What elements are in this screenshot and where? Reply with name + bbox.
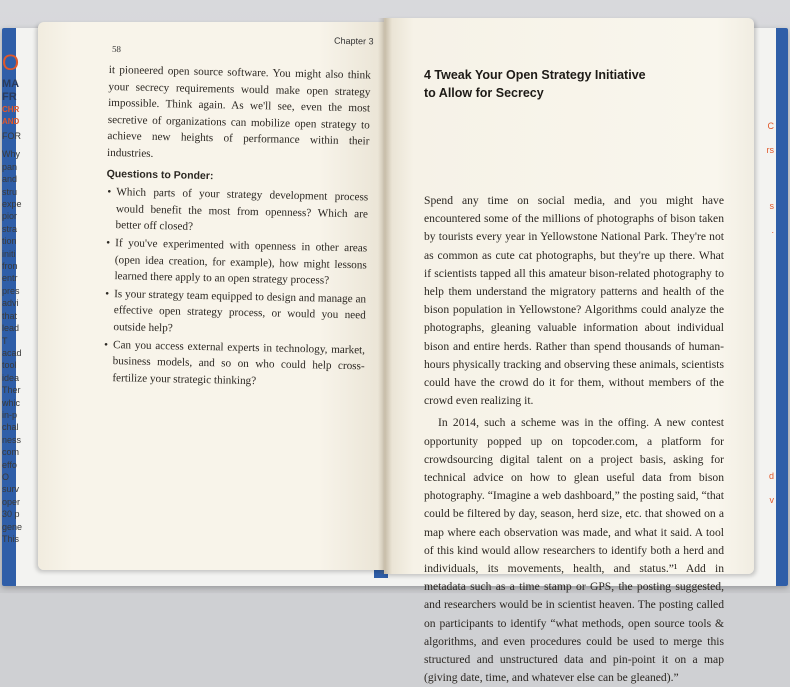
opening-paragraph: it pioneered open source software. You might also think your secrecy requirements would make open strategy impossible. Think again. As we'll see, even the most secretive of organizations can mobilize open strategy to achieve new heights of performance within their industries. [106, 63, 371, 160]
jacket-right-line: s [769, 201, 774, 211]
jacket-blurb-line: surv [2, 484, 20, 495]
page-number: 58 [111, 43, 122, 55]
jacket-author-line: AND [2, 117, 20, 126]
jacket-blurb-line: Ther [2, 385, 21, 396]
jacket-blurb-line: tion [2, 236, 17, 247]
jacket-blurb-line: ness [2, 434, 22, 445]
jacket-author-line: CHR [2, 105, 20, 114]
jacket-right-line: rs [766, 145, 774, 155]
jacket-blurb-line: chal [2, 422, 19, 433]
jacket-blurb-line: in-p [2, 409, 18, 420]
jacket-for-line: FOR [2, 131, 21, 141]
jacket-right-line: v [769, 495, 774, 505]
jacket-blurb-line: that [2, 310, 18, 321]
jacket-blurb-line: acad [2, 347, 22, 358]
jacket-blurb-line: idea [2, 372, 20, 383]
jacket-blurb-line: lead [2, 323, 20, 334]
jacket-blurb-line: T [2, 335, 8, 346]
jacket-blurb-line: com [2, 447, 20, 458]
jacket-blurb-line: initi [2, 248, 16, 259]
question-item: • Can you access external experts in technology, market, business models, and so on who could help cross-fertilize your strategic thinking? [112, 337, 365, 392]
jacket-title-line: MA [2, 78, 20, 90]
jacket-blurb-line: pan [2, 161, 18, 172]
question-item: • Is your strategy team equipped to design and manage an effective open strategy process, or would you need outside help? [113, 286, 366, 341]
jacket-blurb-line: expe [2, 199, 22, 210]
jacket-blurb-line: O [2, 471, 10, 482]
question-item: • If you've experimented with openness in other areas (open idea creation, for example), how might lessons learned there apply to an open strategy process? [114, 235, 367, 290]
jacket-right-text [754, 118, 774, 516]
jacket-blurb-line: and [2, 174, 18, 185]
jacket-blue-edge-right [776, 28, 788, 586]
section-heading-line: 4 Tweak Your Open Strategy Initiative [424, 68, 646, 82]
jacket-blurb-line: Why [2, 149, 20, 160]
jacket-blurb-line: whic [2, 397, 21, 408]
questions-list [102, 184, 368, 392]
jacket-blurb-line: pior [2, 211, 18, 222]
jacket-blurb-line: fron [2, 261, 18, 272]
questions-heading: Questions to Ponder: [106, 167, 214, 182]
jacket-blurb-line: This [2, 534, 20, 544]
jacket-blurb-line: entr [2, 273, 18, 284]
jacket-big-letter: O [2, 52, 20, 75]
jacket-blurb-line: effo [2, 459, 17, 470]
jacket-blurb-line: 30 p [2, 509, 20, 520]
jacket-blurb-line: stra [2, 223, 18, 234]
jacket-right-line: d [768, 471, 774, 481]
body-paragraph: In 2014, such a scheme was in the offing. A new contest opportunity popped up on topcoder.com, a platform for crowdsourcing digital talent on a project basis, asking for technical advice on how to glean useful data from bison photography. “Imagine a web dashboard,” the posting said, “that could be filtered by day, season, herd size, etc. that showed on a map where each observation was made, and what it said. A tool of this kind would allow researchers to identify both a herd and individuals, its movements, health, and status.”¹ Add in metadata such as a time stamp or GPS, the posting suggested, and researchers would be in scientist heaven. The posting called on participants to identify “what methods, open source tools & algorithms, and even procedures could be used to merge this structured and unstructured data and pin-point it on a map (giving date, time, and whatever else can be gleaned).” [424, 416, 724, 685]
question-item: • Which parts of your strategy development process would benefit the most from openness? Which are better off closed? [115, 184, 368, 239]
right-page-body [424, 192, 724, 687]
running-head-chapter: Chapter 3 [333, 35, 374, 47]
jacket-right-blurb [754, 118, 774, 508]
jacket-title-line: FR [2, 91, 17, 103]
jacket-blurb-line: tool [2, 360, 17, 371]
body-paragraph: Spend any time on social media, and you might have encountered some of the millions of photographs of bison taken by tourists every year in Yellowstone National Park. They're not as common as cute cat photographs, but they're up there. What if scientists tapped all this amateur bison-related photography to help them understand the migratory patterns and health of the bison population in Yellowstone? Algorithms could analyze the photographs, gleaning valuable information about individual bison and entire herds. Rather than spend thousands of human-hours physically tracking and observing these animals, scientists could have the crowd do it for them, without members of the crowd even realizing it. [424, 194, 724, 408]
jacket-blurb-line: gene [2, 521, 23, 532]
section-heading [424, 66, 646, 102]
jacket-blurb-line: advi [2, 298, 19, 309]
left-page-body [102, 62, 371, 393]
jacket-right-line: . [771, 225, 774, 235]
section-heading-line: to Allow for Secrecy [424, 86, 544, 100]
book-gutter [378, 18, 392, 574]
jacket-blurb-line: oper [2, 496, 21, 507]
jacket-blurb-line: stru [2, 186, 18, 197]
jacket-blurb-line: pres [2, 285, 20, 296]
jacket-right-line: C [767, 121, 774, 131]
